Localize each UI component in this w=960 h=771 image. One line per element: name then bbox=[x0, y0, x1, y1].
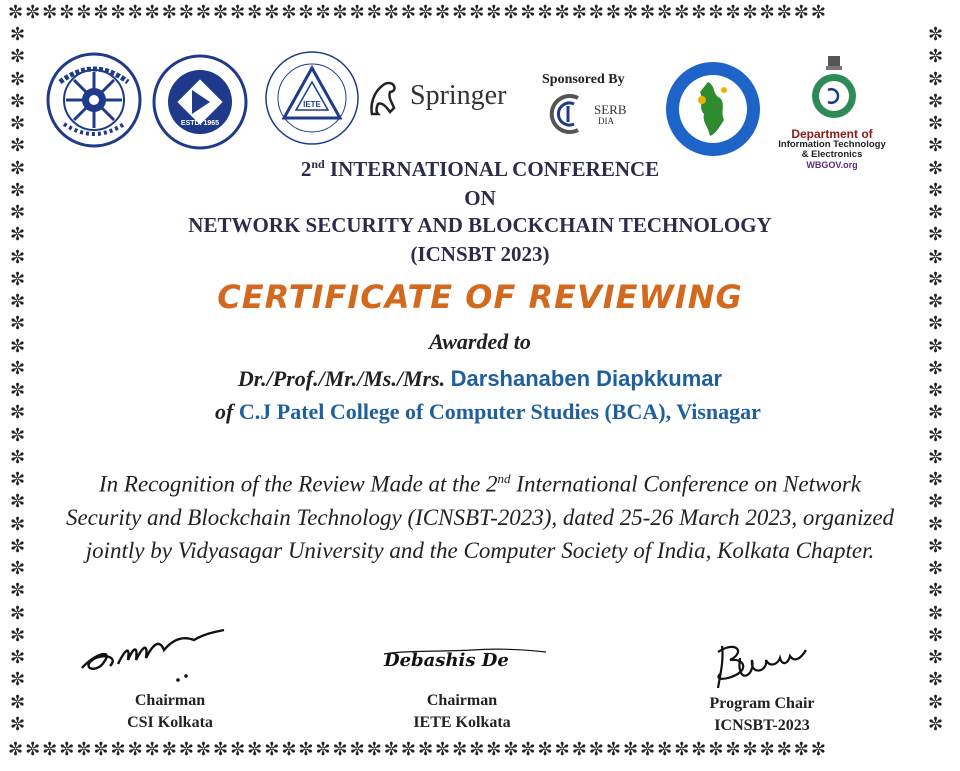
border-star-icon: ✼ bbox=[10, 669, 26, 691]
border-star-icon: ✼ bbox=[928, 224, 944, 246]
vidyasagar-university-seal-icon bbox=[46, 52, 142, 148]
dept-line2: Information Technology bbox=[778, 139, 886, 150]
signatory-csi-title: Chairman bbox=[134, 692, 206, 709]
border-star-icon: ✼ bbox=[10, 246, 26, 268]
border-star-icon: ✼ bbox=[928, 402, 944, 424]
border-star-icon: ✼ bbox=[928, 113, 944, 134]
institution-line bbox=[0, 399, 960, 425]
border-star-icon: ✼ bbox=[928, 558, 944, 579]
west-bengal-emblem-icon bbox=[804, 52, 864, 122]
border-star-icon: ✼ bbox=[928, 246, 944, 268]
border-star-icon: ✼ bbox=[928, 624, 944, 646]
border-star-icon: ✼ bbox=[10, 513, 26, 535]
iete-triangle-logo-icon bbox=[262, 48, 362, 148]
signatory-program-chair-title: Program Chair bbox=[709, 695, 815, 712]
border-star-icon: ✼ bbox=[928, 157, 944, 179]
honorific-prefix: Dr./Prof./Mr./Ms./Mrs. bbox=[237, 366, 446, 391]
border-star-icon: ✼ bbox=[928, 291, 944, 312]
serb-subtext: DIA bbox=[598, 116, 614, 126]
border-star-icon: ✼ bbox=[928, 46, 944, 68]
border-star-icon: ✼ bbox=[10, 647, 26, 668]
border-star-icon: ✼ bbox=[10, 268, 26, 290]
border-star-icon: ✼ bbox=[928, 313, 944, 335]
border-star-icon: ✼ bbox=[928, 202, 944, 223]
recipient-line bbox=[0, 366, 960, 392]
border-star-icon: ✼ bbox=[928, 268, 944, 290]
serb-text: SERB bbox=[594, 102, 627, 117]
border-star-icon: ✼ bbox=[10, 535, 26, 557]
border-star-icon: ✼ bbox=[10, 380, 26, 401]
recognition-part2: International Conference on Network Security and Blockchain Technology (ICNSBT-2023), dated 25-26 March 2023, organized jointly by Vidyasagar University and the Computer Society of India, Kolkata Chapter. bbox=[65, 471, 895, 563]
recognition-text bbox=[60, 462, 900, 567]
border-star-icon: ✼ bbox=[928, 580, 944, 602]
border-star-icon: ✼ bbox=[10, 469, 26, 490]
border-top: ✼✼✼✼✼✼✼✼✼✼✼✼✼✼✼✼✼✼✼✼✼✼✼✼✼✼✼✼✼✼✼✼✼✼✼✼✼✼✼✼✼✼✼✼✼✼✼✼ bbox=[8, 4, 828, 23]
border-star-icon: ✼ bbox=[10, 402, 26, 424]
border-star-icon: ✼ bbox=[10, 26, 26, 45]
signatory-csi-org: CSI Kolkata bbox=[127, 714, 213, 731]
border-star-icon: ✼ bbox=[10, 135, 26, 157]
conference-acronym: (ICNSBT 2023) bbox=[410, 242, 550, 266]
signatory-program-chair bbox=[662, 693, 862, 737]
computer-society-of-india-logo-icon bbox=[152, 54, 248, 150]
signature-iete-chairman bbox=[380, 646, 550, 678]
border-star-icon: ✼ bbox=[928, 713, 944, 735]
border-star-icon: ✼ bbox=[928, 357, 944, 379]
sponsored-by-label: Sponsored By bbox=[542, 72, 625, 87]
signatory-iete-title: Chairman bbox=[426, 692, 498, 709]
dept-line3: & Electronics bbox=[801, 149, 863, 160]
border-star-icon: ✼ bbox=[928, 469, 944, 490]
border-star-icon: ✼ bbox=[928, 179, 944, 201]
signature-program-chair bbox=[706, 636, 816, 696]
border-star-icon: ✼ bbox=[10, 202, 26, 223]
institution-name: C.J Patel College of Computer Studies (BCA), Visnagar bbox=[238, 399, 761, 424]
border-star-icon: ✼ bbox=[10, 424, 26, 446]
iete-mark: IETE bbox=[303, 100, 321, 109]
border-star-icon: ✼ bbox=[928, 135, 944, 157]
border-star-icon: ✼ bbox=[928, 647, 944, 668]
border-star-icon: ✼ bbox=[10, 491, 26, 513]
border-star-icon: ✼ bbox=[10, 68, 26, 90]
signatory-iete bbox=[362, 690, 562, 734]
recognition-part1: In Recognition of the Review Made at the 2 bbox=[98, 471, 498, 497]
border-bottom: ✼✼✼✼✼✼✼✼✼✼✼✼✼✼✼✼✼✼✼✼✼✼✼✼✼✼✼✼✼✼✼✼✼✼✼✼✼✼✼✼✼✼✼✼✼✼✼✼ bbox=[8, 741, 828, 760]
border-star-icon: ✼ bbox=[928, 491, 944, 513]
conference-title: NETWORK SECURITY AND BLOCKCHAIN TECHNOLOGY bbox=[188, 213, 772, 237]
border-star-icon: ✼ bbox=[10, 291, 26, 312]
awarded-to: Awarded to bbox=[429, 329, 531, 354]
border-star-icon: ✼ bbox=[10, 46, 26, 68]
conference-ordinal-suffix: nd bbox=[311, 157, 325, 171]
of-label: of bbox=[215, 399, 234, 424]
springer-logo-text: Springer bbox=[410, 80, 507, 111]
border-star-icon: ✼ bbox=[10, 335, 26, 357]
border-star-icon: ✼ bbox=[928, 602, 944, 624]
border-star-icon: ✼ bbox=[928, 68, 944, 90]
border-star-icon: ✼ bbox=[928, 669, 944, 691]
border-star-icon: ✼ bbox=[10, 157, 26, 179]
border-star-icon: ✼ bbox=[928, 535, 944, 557]
dept-line1: Department of bbox=[791, 127, 873, 141]
recipient-name: Darshanaben Diapkkumar bbox=[450, 366, 723, 391]
border-star-icon: ✼ bbox=[10, 602, 26, 624]
serb-logo-icon bbox=[548, 92, 638, 134]
border-star-icon: ✼ bbox=[10, 224, 26, 246]
conference-line1 bbox=[0, 157, 960, 182]
signature-csi-chairman bbox=[74, 618, 234, 688]
springer-horse-icon bbox=[366, 78, 400, 118]
border-star-icon: ✼ bbox=[928, 26, 944, 45]
border-star-icon: ✼ bbox=[10, 446, 26, 468]
conference-line1-text: INTERNATIONAL CONFERENCE bbox=[324, 157, 660, 181]
border-star-icon: ✼ bbox=[928, 446, 944, 468]
conference-line2: ON bbox=[464, 186, 496, 210]
border-star-icon: ✼ bbox=[10, 558, 26, 579]
certificate-title: CERTIFICATE OF REVIEWING bbox=[217, 278, 743, 316]
border-star-icon: ✼ bbox=[10, 624, 26, 646]
signatory-csi bbox=[70, 690, 270, 734]
border-star-icon: ✼ bbox=[10, 713, 26, 735]
border-star-icon: ✼ bbox=[10, 357, 26, 379]
border-star-icon: ✼ bbox=[928, 335, 944, 357]
border-star-icon: ✼ bbox=[10, 90, 26, 112]
border-star-icon: ✼ bbox=[928, 691, 944, 713]
conference-ordinal: 2 bbox=[300, 157, 312, 181]
signatory-program-chair-org: ICNSBT-2023 bbox=[714, 717, 810, 734]
border-star-icon: ✼ bbox=[10, 313, 26, 335]
wbgov-text: WBGOV.org bbox=[806, 160, 858, 170]
cyber-security-centre-logo-icon bbox=[664, 60, 762, 158]
signatory-iete-org: IETE Kolkata bbox=[413, 714, 511, 731]
csi-estd: ESTD. 1965 bbox=[180, 120, 220, 127]
border-star-icon: ✼ bbox=[10, 113, 26, 134]
recognition-sup: nd bbox=[497, 471, 511, 486]
border-star-icon: ✼ bbox=[928, 90, 944, 112]
border-star-icon: ✼ bbox=[10, 580, 26, 602]
border-star-icon: ✼ bbox=[928, 424, 944, 446]
border-star-icon: ✼ bbox=[928, 380, 944, 401]
signature-iete-text: Debashis De bbox=[384, 650, 509, 671]
border-star-icon: ✼ bbox=[10, 179, 26, 201]
border-star-icon: ✼ bbox=[10, 691, 26, 713]
border-star-icon: ✼ bbox=[928, 513, 944, 535]
